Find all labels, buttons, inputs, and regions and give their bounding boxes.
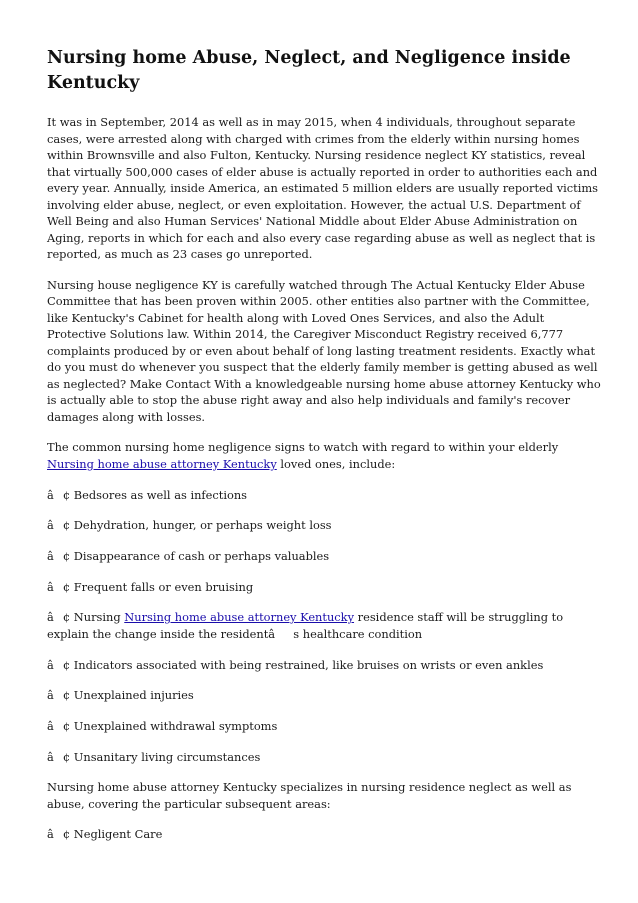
list-item-text: Bedsores as well as infections <box>70 487 248 502</box>
signs-intro-paragraph <box>47 439 602 472</box>
list-item-text: Unexplained injuries <box>70 688 194 703</box>
list-item <box>47 579 602 596</box>
list-item-text: Negligent Care <box>70 827 163 842</box>
list-item-text: Unexplained withdrawal symptoms <box>70 718 278 733</box>
list-item <box>47 687 602 704</box>
list-item <box>47 609 602 642</box>
bullet-glyph: â¢ <box>47 827 71 842</box>
list-item-text: Frequent falls or even bruising <box>70 579 254 594</box>
bullet-glyph: â¢ <box>47 749 71 764</box>
list-item <box>47 517 602 534</box>
list-item <box>47 487 602 504</box>
bullet-glyph: â¢ <box>47 487 71 502</box>
bullet-glyph: â¢ <box>47 657 71 672</box>
attorney-link[interactable]: Nursing home abuse attorney Kentucky <box>124 610 355 625</box>
signs-intro-text: The common nursing home negligence signs to watch with regard to within your elderly <box>47 440 559 455</box>
list-item-text: Nursing <box>70 610 125 625</box>
list-item-text: Indicators associated with being restrained, like bruises on wrists or even ankles <box>70 657 544 672</box>
list-item <box>47 718 602 735</box>
list-item <box>47 826 602 843</box>
page-title: Nursing home Abuse, Neglect, and Negligence inside Kentucky <box>47 48 571 93</box>
list-item-text: Dehydration, hunger, or perhaps weight loss <box>70 518 332 533</box>
intro-paragraph: It was in September, 2014 as well as in may 2015, when 4 individuals, throughout separate cases, were arrested along with charged with crimes from the elderly within nursing homes within Brownsville and also Fulton, Kentucky. Nursing residence neglect KY statistics, reveal that virtually 500,000 cases of elder abuse is actually reported in order to authorities each and every year. Annually, inside America, an estimated 5 million elders are usually reported victims involving elder abuse, neglect, or even exploitation. However, the actual U.S. Department of Well Being and also Human Services' National Middle about Elder Abuse Administration on Aging, reports in which for each and also every case regarding abuse as well as neglect that is reported, as much as 23 cases go unreported. <box>47 115 599 261</box>
list-item <box>47 548 602 565</box>
bullet-glyph: â¢ <box>47 610 71 625</box>
bullet-glyph: â¢ <box>47 579 71 594</box>
list-item-text: Disappearance of cash or perhaps valuables <box>70 548 330 563</box>
bullet-glyph: â¢ <box>47 518 71 533</box>
summary-paragraph: Nursing home abuse attorney Kentucky specializes in nursing residence neglect as well as abuse, covering the particular subsequent areas: <box>47 780 572 811</box>
list-item <box>47 749 602 766</box>
committee-paragraph: Nursing house negligence KY is carefully watched through The Actual Kentucky Elder Abuse Committee that has been proven within 2005. other entities also partner with the Committee, like Kentucky's Cabinet for health along with Loved Ones Services, and also the Adult Protective Solutions law. Within 2014, the Caregiver Misconduct Registry received 6,777 complaints produced by or even about behalf of long lasting treatment residents. Exactly what do you must do whenever you suspect that the elderly family member is getting abused as well as neglected? Make Contact With a knowledgeable nursing home abuse attorney Kentucky who is actually able to stop the abuse right away and also help individuals and family's recover damages along with losses. <box>47 277 601 424</box>
document-page <box>47 46 602 857</box>
list-item <box>47 657 602 674</box>
bullet-glyph: â¢ <box>47 718 71 733</box>
list-item-text-tail: residence staff will be struggling to explain the change inside the residentâs healthcare condition <box>47 610 564 641</box>
bullet-glyph: â¢ <box>47 688 71 703</box>
attorney-link[interactable]: Nursing home abuse attorney Kentucky <box>47 456 277 471</box>
signs-intro-tail: loved ones, include: <box>276 456 396 471</box>
list-item-text: Unsanitary living circumstances <box>70 749 261 764</box>
bullet-glyph: â¢ <box>47 548 71 563</box>
